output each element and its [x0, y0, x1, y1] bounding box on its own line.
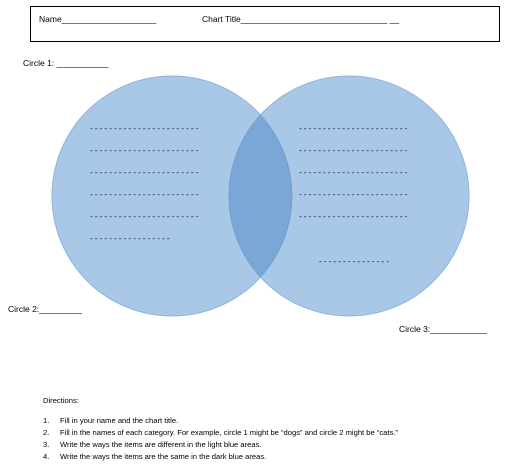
directions-list — [43, 415, 470, 463]
direction-item — [43, 451, 470, 463]
direction-text: Write the ways the items are different in the light blue areas. — [60, 440, 262, 449]
chart-title-field[interactable]: Chart Title_______________________________ __ — [202, 14, 400, 24]
circle-1-label[interactable]: Circle 1: ___________ — [23, 58, 109, 68]
right-line-4[interactable]: ----------------------- — [298, 191, 409, 200]
direction-item — [43, 415, 470, 427]
name-field[interactable]: Name____________________ — [39, 14, 157, 24]
directions-section — [43, 395, 470, 463]
right-line-3[interactable]: ----------------------- — [298, 169, 409, 178]
direction-text: Write the ways the items are the same in the dark blue areas. — [60, 452, 267, 461]
direction-number: 1. — [43, 416, 50, 425]
left-line-5[interactable]: ----------------------- — [89, 213, 200, 222]
left-line-1[interactable]: ----------------------- — [89, 125, 200, 134]
direction-number: 4. — [43, 452, 50, 461]
direction-number: 2. — [43, 428, 50, 437]
right-line-1[interactable]: ----------------------- — [298, 125, 409, 134]
direction-item — [43, 439, 470, 451]
directions-title: Directions: — [43, 396, 79, 405]
circle-3-label[interactable]: Circle 3:____________ — [399, 324, 487, 334]
direction-item — [43, 427, 470, 439]
direction-text: Fill in the names of each category. For example, circle 1 might be “dogs” and circle 2 might be “cats.” — [60, 428, 398, 437]
left-line-2[interactable]: ----------------------- — [89, 147, 200, 156]
circle-2-label[interactable]: Circle 2:_________ — [8, 304, 82, 314]
left-line-4[interactable]: ----------------------- — [89, 191, 200, 200]
direction-number: 3. — [43, 440, 50, 449]
left-line-6[interactable]: ----------------- — [89, 235, 171, 244]
right-line-2[interactable]: ----------------------- — [298, 147, 409, 156]
right-line-6[interactable]: --------------- — [318, 258, 391, 267]
direction-text: Fill in your name and the chart title. — [60, 416, 179, 425]
left-line-3[interactable]: ----------------------- — [89, 169, 200, 178]
right-line-5[interactable]: ----------------------- — [298, 213, 409, 222]
